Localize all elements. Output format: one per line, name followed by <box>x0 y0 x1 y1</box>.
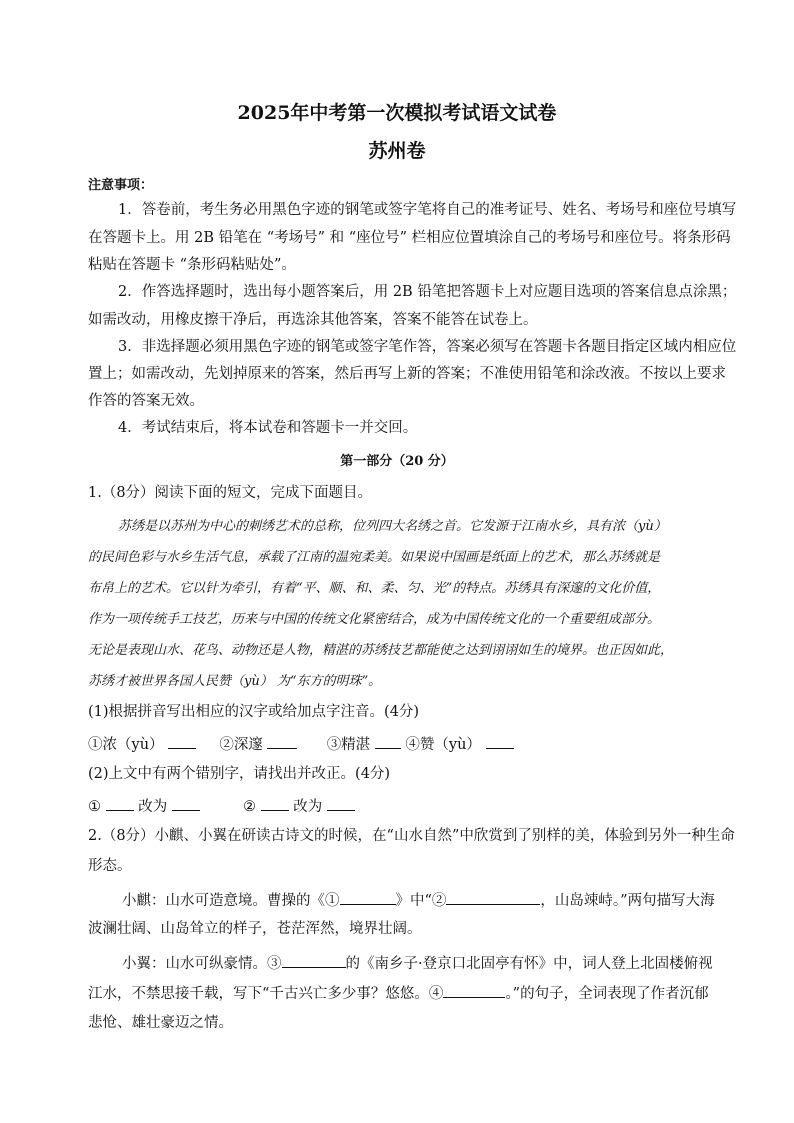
item-label: ① <box>88 799 101 815</box>
notice-line: 置上；如需改动，先划掉原来的答案，然后再写上新的答案；不准使用铅笔和涂改液。不按以上要求 <box>88 366 726 382</box>
notice-line: 在答题卡上。用 2B 铅笔在 “考场号” 和 “座位号” 栏相应位置填涂自己的考场号和座位号。将条形码 <box>88 230 731 246</box>
notice-line: 3．非选择题必须用黑色字迹的钢笔或签字笔作答，答案必须写在答题卡各题目指定区域内相应位 <box>118 339 737 355</box>
typo-answer-row <box>88 795 355 817</box>
item-label: 改为 <box>138 799 168 815</box>
answer-blank[interactable] <box>172 795 200 811</box>
answer-blank[interactable] <box>261 795 289 811</box>
item-label: ④赞（yù） <box>405 737 481 753</box>
poetry-text: ，山岛竦峙。”两句描写大海 <box>540 893 715 909</box>
answer-blank[interactable] <box>446 889 540 905</box>
poetry-fill-line <box>122 889 715 911</box>
item-label: ①浓（yù） <box>88 737 164 753</box>
poetry-fill-line <box>122 952 713 974</box>
subquestion-2: (2)上文中有两个错别字，请找出并改正。(4分) <box>88 766 391 782</box>
exam-subtitle: 苏州卷 <box>368 140 426 162</box>
notice-line: 如需改动，用橡皮擦干净后，再选涂其他答案，答案不能答在试卷上。 <box>88 312 538 328</box>
answer-blank[interactable] <box>375 733 401 749</box>
blank-number: ③ <box>267 956 282 972</box>
item-label: ②深邃 <box>219 737 263 753</box>
exam-title: 2025年中考第一次模拟考试语文试卷 <box>237 102 557 124</box>
passage-line: 作为一项传统手工技艺，历来与中国的传统文化紧密结合，成为中国传统文化的一个重要组成部分。 <box>88 612 661 627</box>
poetry-text: 小麒：山水可造意境。曹操的《 <box>122 893 325 909</box>
poetry-text: 》中“ <box>395 893 432 909</box>
pinyin-answer-row <box>88 733 514 755</box>
answer-blank[interactable] <box>106 795 134 811</box>
poetry-fill-line: 波澜壮阔、山岛耸立的样子，苍茫浑然，境界壮阔。 <box>88 921 422 937</box>
answer-blank[interactable] <box>168 733 196 749</box>
passage-line: 无论是表现山水、花鸟、动物还是人物，精湛的苏绣技艺都能使之达到诩诩如生的境界。也正因如此， <box>88 643 674 658</box>
blank-number: ② <box>431 893 447 909</box>
item-label: ② <box>243 799 257 815</box>
question-2-stem: 形态。 <box>88 858 132 874</box>
blank-number: ④ <box>428 986 444 1002</box>
passage-line: 苏绣才被世界各国人民赞（yù） 为“东方的明珠”。 <box>88 674 382 689</box>
notice-line: 2．作答选择题时，选出每小题答案后，用 2B 铅笔把答题卡上对应题目选项的答案信息点涂黑； <box>118 284 737 300</box>
subquestion-1: (1)根据拼音写出相应的汉字或给加点字注音。(4分) <box>88 704 420 720</box>
answer-blank[interactable] <box>340 889 396 905</box>
poetry-text: 。”的句子，全词表现了作者沉郁 <box>505 986 709 1002</box>
poetry-text: 小翼：山水可纵豪情。 <box>122 956 267 972</box>
passage-line: 的民间色彩与水乡生活气息，承载了江南的温宛柔美。如果说中国画是纸面上的艺术，那么苏绣就是 <box>88 550 661 565</box>
notice-line: 粘贴在答题卡 “条形码粘贴处”。 <box>88 257 296 273</box>
item-label: ③精湛 <box>326 737 371 753</box>
blank-number: ① <box>325 893 340 909</box>
poetry-fill-line <box>88 982 709 1004</box>
notice-line: 4．考试结束后，将本试卷和答题卡一并交回。 <box>118 420 418 436</box>
poetry-text: 的《南乡子·登京口北固亭有怀》中，词人登上北固楼俯视 <box>345 956 713 972</box>
passage-line: 苏绣是以苏州为中心的刺绣艺术的总称，位列四大名绣之首。它发源于江南水乡，具有浓（yù） <box>118 519 667 534</box>
notice-heading: 注意事项： <box>88 178 154 193</box>
answer-blank[interactable] <box>486 733 514 749</box>
notice-line: 作答的答案无效。 <box>88 393 204 409</box>
notice-line: 1．答卷前，考生务必用黑色字迹的钢笔或签字笔将自己的准考证号、姓名、考场号和座位号填写 <box>118 202 737 218</box>
poetry-fill-line: 悲怆、雄壮豪迈之情。 <box>88 1015 233 1031</box>
section-heading: 第一部分（20 分） <box>340 454 454 469</box>
poetry-text: 江水，不禁思接千载，写下“千古兴亡多少事？悠悠。 <box>88 986 429 1002</box>
answer-blank[interactable] <box>327 795 355 811</box>
answer-blank[interactable] <box>443 982 505 998</box>
question-2-stem: 2.（8分）小麒、小翼在研读古诗文的时候，在“山水自然”中欣赏到了别样的美，体验到另外一种生命 <box>88 828 735 844</box>
item-label: 改为 <box>293 799 323 815</box>
answer-blank[interactable] <box>267 733 297 749</box>
answer-blank[interactable] <box>282 952 346 968</box>
question-1-stem: 1.（8分）阅读下面的短文，完成下面题目。 <box>88 485 373 501</box>
passage-line: 布帛上的艺术。它以针为牵引，有着“平、顺、和、柔、匀、光”的特点。苏绣具有深邃的文化价值， <box>88 581 661 596</box>
